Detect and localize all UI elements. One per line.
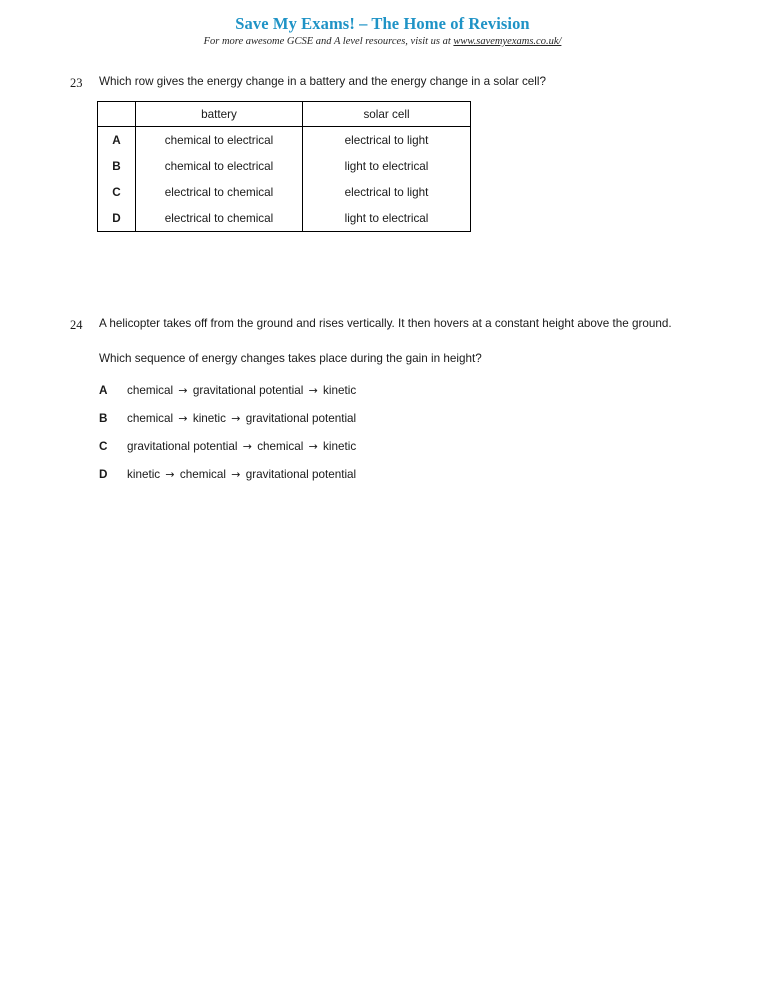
option-part-1: kinetic	[127, 468, 161, 481]
row-battery-value: chemical to electrical	[136, 153, 303, 179]
question-24-header	[70, 316, 707, 333]
row-solar-cell-value: light to electrical	[344, 211, 429, 225]
option-part-1: chemical	[127, 412, 174, 425]
option-part-3: kinetic	[323, 440, 357, 453]
option-part-2: chemical	[179, 468, 226, 481]
table-row[interactable]	[98, 127, 471, 154]
table-header-blank	[98, 102, 136, 127]
row-solar-cell-value: electrical to light	[344, 185, 429, 199]
question-23-stem: Which row gives the energy change in a battery and the energy change in a solar cell?	[99, 75, 546, 88]
option-row[interactable]	[99, 383, 707, 399]
option-text	[127, 467, 356, 483]
tagline-text: For more awesome GCSE and A level resources, visit us at	[203, 36, 454, 47]
question-23	[70, 74, 707, 232]
option-row[interactable]	[99, 467, 707, 483]
energy-change-table	[97, 101, 471, 232]
option-part-1: chemical	[127, 384, 174, 397]
table-header-solar-cell: solar cell	[303, 102, 471, 127]
option-letter: C	[99, 440, 108, 453]
question-24	[70, 316, 707, 495]
row-solar-cell-value: electrical to light	[344, 133, 429, 147]
page-header	[0, 0, 765, 49]
option-part-3: gravitational potential	[245, 468, 357, 481]
table-header-battery: battery	[136, 102, 303, 127]
question-24-number: 24	[70, 318, 83, 332]
option-text	[127, 439, 356, 455]
question-24-options	[99, 383, 707, 483]
option-row[interactable]	[99, 411, 707, 427]
table-row[interactable]	[98, 205, 471, 232]
site-url-link[interactable]: www.savemyexams.co.uk/	[453, 36, 562, 47]
table-row[interactable]	[98, 153, 471, 179]
option-part-2: kinetic	[192, 412, 226, 425]
option-part-2: chemical	[257, 440, 304, 453]
question-24-stem: A helicopter takes off from the ground and rises vertically. It then hovers at a constant height above the ground.	[99, 317, 672, 330]
right-arrow-icon: →	[178, 384, 188, 397]
row-letter: B	[98, 153, 136, 179]
table-header-row	[98, 102, 471, 127]
right-arrow-icon: →	[231, 412, 241, 425]
option-text	[127, 411, 356, 427]
site-tagline	[0, 35, 765, 49]
right-arrow-icon: →	[242, 440, 252, 453]
right-arrow-icon: →	[178, 412, 188, 425]
site-title: Save My Exams! – The Home of Revision	[235, 14, 530, 33]
table-body	[98, 127, 471, 232]
table-row[interactable]	[98, 179, 471, 205]
question-23-table-wrapper	[97, 101, 470, 232]
option-row[interactable]	[99, 439, 707, 455]
row-letter: C	[98, 179, 136, 205]
right-arrow-icon: →	[308, 384, 318, 397]
row-battery-value: electrical to chemical	[136, 205, 303, 232]
option-part-1: gravitational potential	[127, 440, 238, 453]
right-arrow-icon: →	[231, 468, 241, 481]
row-letter: D	[98, 205, 136, 232]
row-letter: A	[98, 127, 136, 154]
row-battery-value: chemical to electrical	[136, 127, 303, 154]
question-23-header	[70, 74, 707, 91]
right-arrow-icon: →	[165, 468, 175, 481]
row-solar-cell-value: light to electrical	[344, 159, 429, 173]
option-letter: D	[99, 468, 108, 481]
option-part-3: gravitational potential	[245, 412, 357, 425]
right-arrow-icon: →	[308, 440, 318, 453]
option-letter: A	[99, 384, 108, 397]
option-part-3: kinetic	[323, 384, 357, 397]
option-text	[127, 383, 356, 399]
option-letter: B	[99, 412, 108, 425]
table-header	[98, 102, 471, 127]
question-24-sub-question: Which sequence of energy changes takes place during the gain in height?	[99, 352, 482, 365]
question-23-number: 23	[70, 76, 83, 90]
row-battery-value: electrical to chemical	[136, 179, 303, 205]
option-part-2: gravitational potential	[192, 384, 304, 397]
